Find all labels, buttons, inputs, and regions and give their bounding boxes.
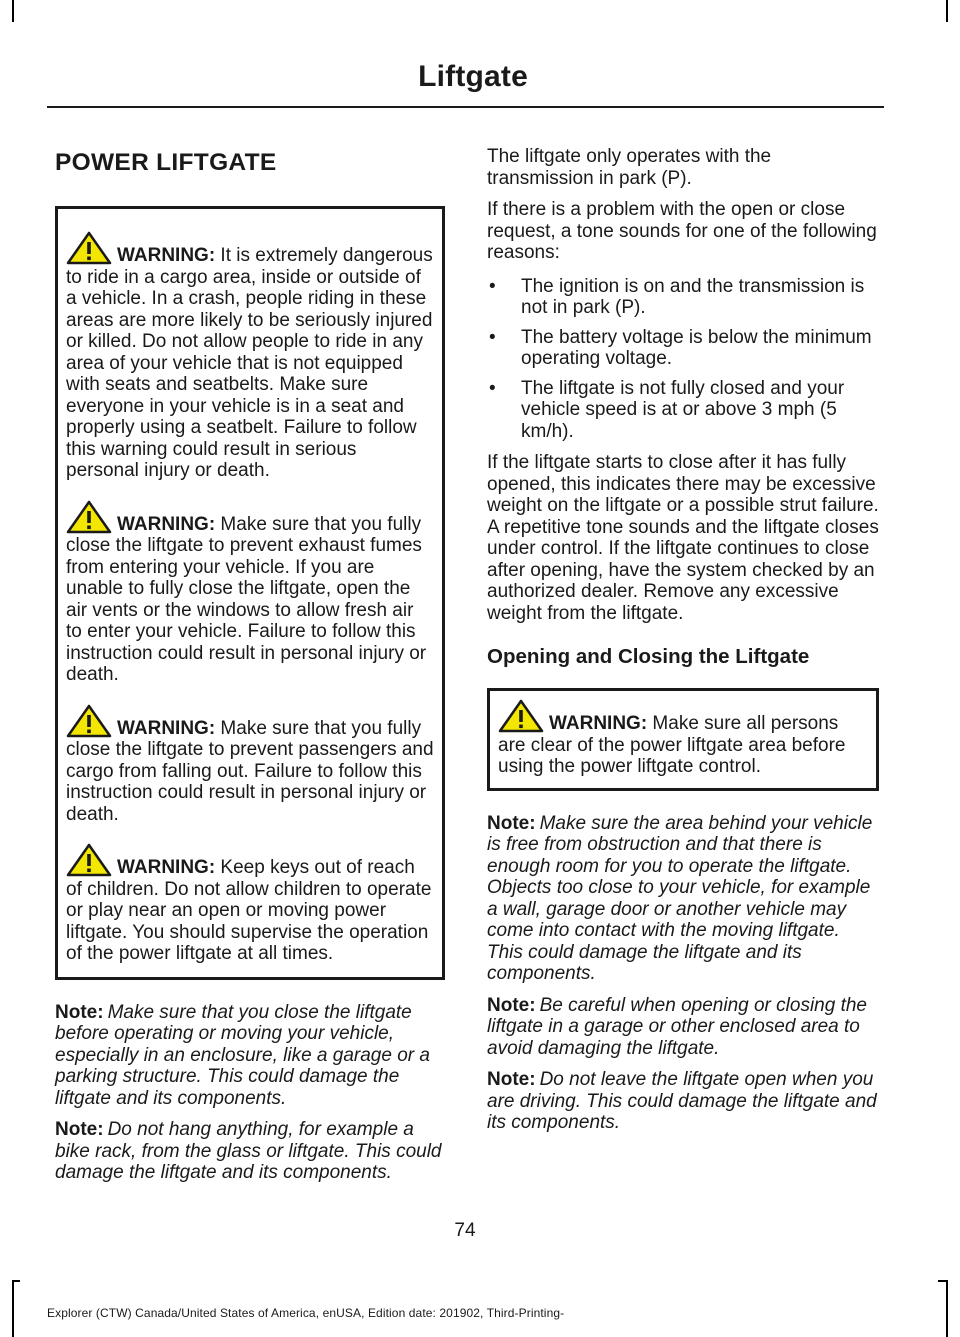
- warning-label: WARNING:: [117, 717, 216, 739]
- note: [487, 813, 879, 985]
- warning-label: WARNING:: [117, 857, 216, 878]
- crop-mark: [12, 1280, 20, 1282]
- warning-text: Make sure that you fully close the liftgate to prevent exhaust fumes from entering your vehicle. If you are unable to fully close the liftgate, open the air vents or the windows to allow fresh air to enter your vehicle. Failure to follow this instruction could result in personal injury or death.: [66, 513, 427, 685]
- crop-mark: [12, 1280, 14, 1337]
- subsection-title: Opening and Closing the Liftgate: [487, 645, 810, 668]
- note: [55, 1002, 445, 1110]
- list-item: [487, 378, 879, 443]
- bullet-glyph: •: [489, 326, 496, 348]
- bullet-glyph: •: [489, 275, 496, 297]
- header-rule: [47, 106, 884, 108]
- paragraph: If the liftgate starts to close after it has fully opened, this indicates there may be excessive weight on the liftgate or a possible strut failure. A repetitive tone sounds and the liftgate closes under control. If the liftgate continues to close after opening, have the system checked by an authorized dealer. Remove any excessive weight from the liftgate.: [487, 452, 879, 624]
- list-item-text: The battery voltage is below the minimum operating voltage.: [521, 326, 872, 369]
- warning-item: [66, 704, 434, 826]
- note: [487, 1069, 879, 1134]
- note-text: Make sure the area behind your vehicle is free from obstruction and that there is enough room for you to operate the liftgate. Objects too close to your vehicle, for example a wall, garage door or another vehicle may come into contact with the moving liftgate. This could damage the liftgate and its components.: [487, 812, 873, 984]
- warning-label: WARNING:: [549, 713, 648, 734]
- warning-triangle-icon: [66, 500, 112, 534]
- list-item: [487, 327, 879, 370]
- note: [55, 1119, 445, 1184]
- page-header-title: Liftgate: [418, 60, 528, 93]
- list-item-text: The ignition is on and the transmission is not in park (P).: [521, 275, 865, 318]
- left-column: [55, 146, 445, 1194]
- warning-item: [498, 699, 868, 778]
- warning-triangle-icon: [66, 231, 112, 265]
- warning-box: [487, 688, 879, 791]
- note-label: Note:: [487, 812, 536, 834]
- reason-list: [487, 276, 879, 443]
- warning-triangle-icon: [66, 704, 112, 738]
- warning-text: Make sure all persons are clear of the power liftgate area before using the power liftgate control.: [498, 713, 846, 777]
- crop-mark: [12, 0, 14, 22]
- warning-item: [66, 843, 434, 965]
- right-column: [487, 146, 879, 1144]
- page-number: 74: [454, 1220, 476, 1241]
- warning-text: Keep keys out of reach of children. Do not allow children to operate or play near an open or moving power liftgate. You should supervise the operation of the power liftgate at all times.: [66, 857, 432, 964]
- page-footer: Explorer (CTW) Canada/United States of America, enUSA, Edition date: 201902, Third-Printing-: [47, 1306, 565, 1320]
- list-item-text: The liftgate is not fully closed and your vehicle speed is at or above 3 mph (5 km/h).: [521, 377, 845, 442]
- crop-mark: [946, 0, 948, 22]
- warning-item: [66, 500, 434, 686]
- note-text: Do not hang anything, for example a bike rack, from the glass or liftgate. This could damage the liftgate and its components.: [55, 1119, 442, 1183]
- note-label: Note:: [487, 994, 536, 1016]
- bullet-glyph: •: [489, 377, 496, 399]
- note-label: Note:: [55, 1119, 104, 1140]
- note: [487, 995, 879, 1060]
- section-title: POWER LIFTGATE: [55, 149, 277, 176]
- warning-label: WARNING:: [117, 513, 216, 535]
- warning-text: It is extremely dangerous to ride in a cargo area, inside or outside of a vehicle. In a crash, people riding in these areas are more likely to be seriously injured or killed. Do not allow people to ride in any area of your vehicle that is not equipped with seats and seatbelts. Make sure everyone in your vehicle is in a seat and properly using a seatbelt. Failure to follow this warning could result in serious personal injury or death.: [66, 245, 433, 481]
- warning-triangle-icon: [498, 699, 544, 733]
- warning-item: [66, 231, 434, 482]
- note-text: Make sure that you close the liftgate before operating or moving your vehicle, especially in an enclosure, like a garage or a parking structure. This could damage the liftgate and its components.: [55, 1001, 430, 1109]
- note-text: Be careful when opening or closing the liftgate in a garage or other enclosed area to avoid damaging the liftgate.: [487, 994, 867, 1059]
- crop-mark: [938, 1280, 948, 1282]
- warning-text: Make sure that you fully close the liftgate to prevent passengers and cargo from falling out. Failure to follow this instruction could result in personal injury or death.: [66, 717, 434, 825]
- note-text: Do not leave the liftgate open when you are driving. This could damage the liftgate and its components.: [487, 1069, 877, 1133]
- warning-triangle-icon: [66, 843, 112, 877]
- warning-label: WARNING:: [117, 245, 216, 266]
- note-label: Note:: [487, 1069, 536, 1090]
- crop-mark: [946, 1280, 948, 1337]
- warning-box: [55, 206, 445, 980]
- note-label: Note:: [55, 1001, 104, 1023]
- list-item: [487, 276, 879, 319]
- paragraph: The liftgate only operates with the transmission in park (P).: [487, 146, 772, 189]
- paragraph: If there is a problem with the open or close request, a tone sounds for one of the following reasons:: [487, 199, 877, 263]
